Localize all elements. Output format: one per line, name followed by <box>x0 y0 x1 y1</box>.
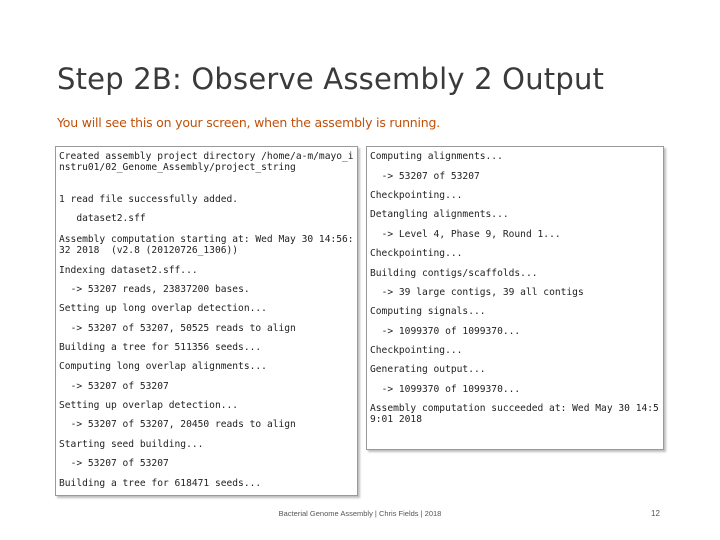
output-line: -> 53207 of 53207 <box>59 458 169 469</box>
output-line: Building a tree for 618471 seeds... <box>59 478 262 489</box>
output-line: Indexing dataset2.sff... <box>59 265 198 276</box>
page-number: 12 <box>651 509 660 518</box>
slide-footer: Bacterial Genome Assembly | Chris Fields | 2018 <box>278 509 442 518</box>
output-line: Setting up long overlap detection... <box>59 303 267 314</box>
output-line: Setting up overlap detection... <box>59 400 239 411</box>
output-line: Detangling alignments... <box>370 209 509 220</box>
output-line: Created assembly project directory /home/a-m/mayo_instru01/02_Genome_Assembly/project_string <box>59 151 354 173</box>
output-line: Checkpointing... <box>370 345 463 356</box>
output-line: Checkpointing... <box>370 248 463 259</box>
output-line: Starting seed building... <box>59 439 204 450</box>
output-line: Assembly computation starting at: Wed May 30 14:56:32 2018 (v2.8 (20120726_1306)) <box>59 234 354 256</box>
output-line: -> 53207 reads, 23837200 bases. <box>59 284 250 295</box>
output-line: 1 read file successfully added. <box>59 194 239 205</box>
output-line: -> 1099370 of 1099370... <box>370 326 521 337</box>
output-line: -> Level 4, Phase 9, Round 1... <box>370 229 561 240</box>
slide-subtitle: You will see this on your screen, when the assembly is running. <box>57 115 441 130</box>
slide-title: Step 2B: Observe Assembly 2 Output <box>57 62 605 96</box>
output-line: -> 53207 of 53207 <box>59 381 169 392</box>
output-line: -> 39 large contigs, 39 all contigs <box>370 287 584 298</box>
output-line: Building contigs/scaffolds... <box>370 268 538 279</box>
output-line: dataset2.sff <box>59 213 146 224</box>
output-line: Computing signals... <box>370 306 486 317</box>
output-line: -> 1099370 of 1099370... <box>370 384 521 395</box>
terminal-output-left <box>55 146 358 496</box>
output-line: -> 53207 of 53207, 50525 reads to align <box>59 323 296 334</box>
output-line: Computing long overlap alignments... <box>59 361 267 372</box>
output-line: Computing alignments... <box>370 151 503 162</box>
output-line: Building a tree for 511356 seeds... <box>59 342 262 353</box>
output-line: -> 53207 of 53207 <box>370 171 480 182</box>
terminal-output-right <box>366 146 664 450</box>
output-line: -> 53207 of 53207, 20450 reads to align <box>59 419 296 430</box>
output-line: Generating output... <box>370 364 486 375</box>
output-line: Checkpointing... <box>370 190 463 201</box>
output-line: Assembly computation succeeded at: Wed May 30 14:59:01 2018 <box>370 403 659 425</box>
